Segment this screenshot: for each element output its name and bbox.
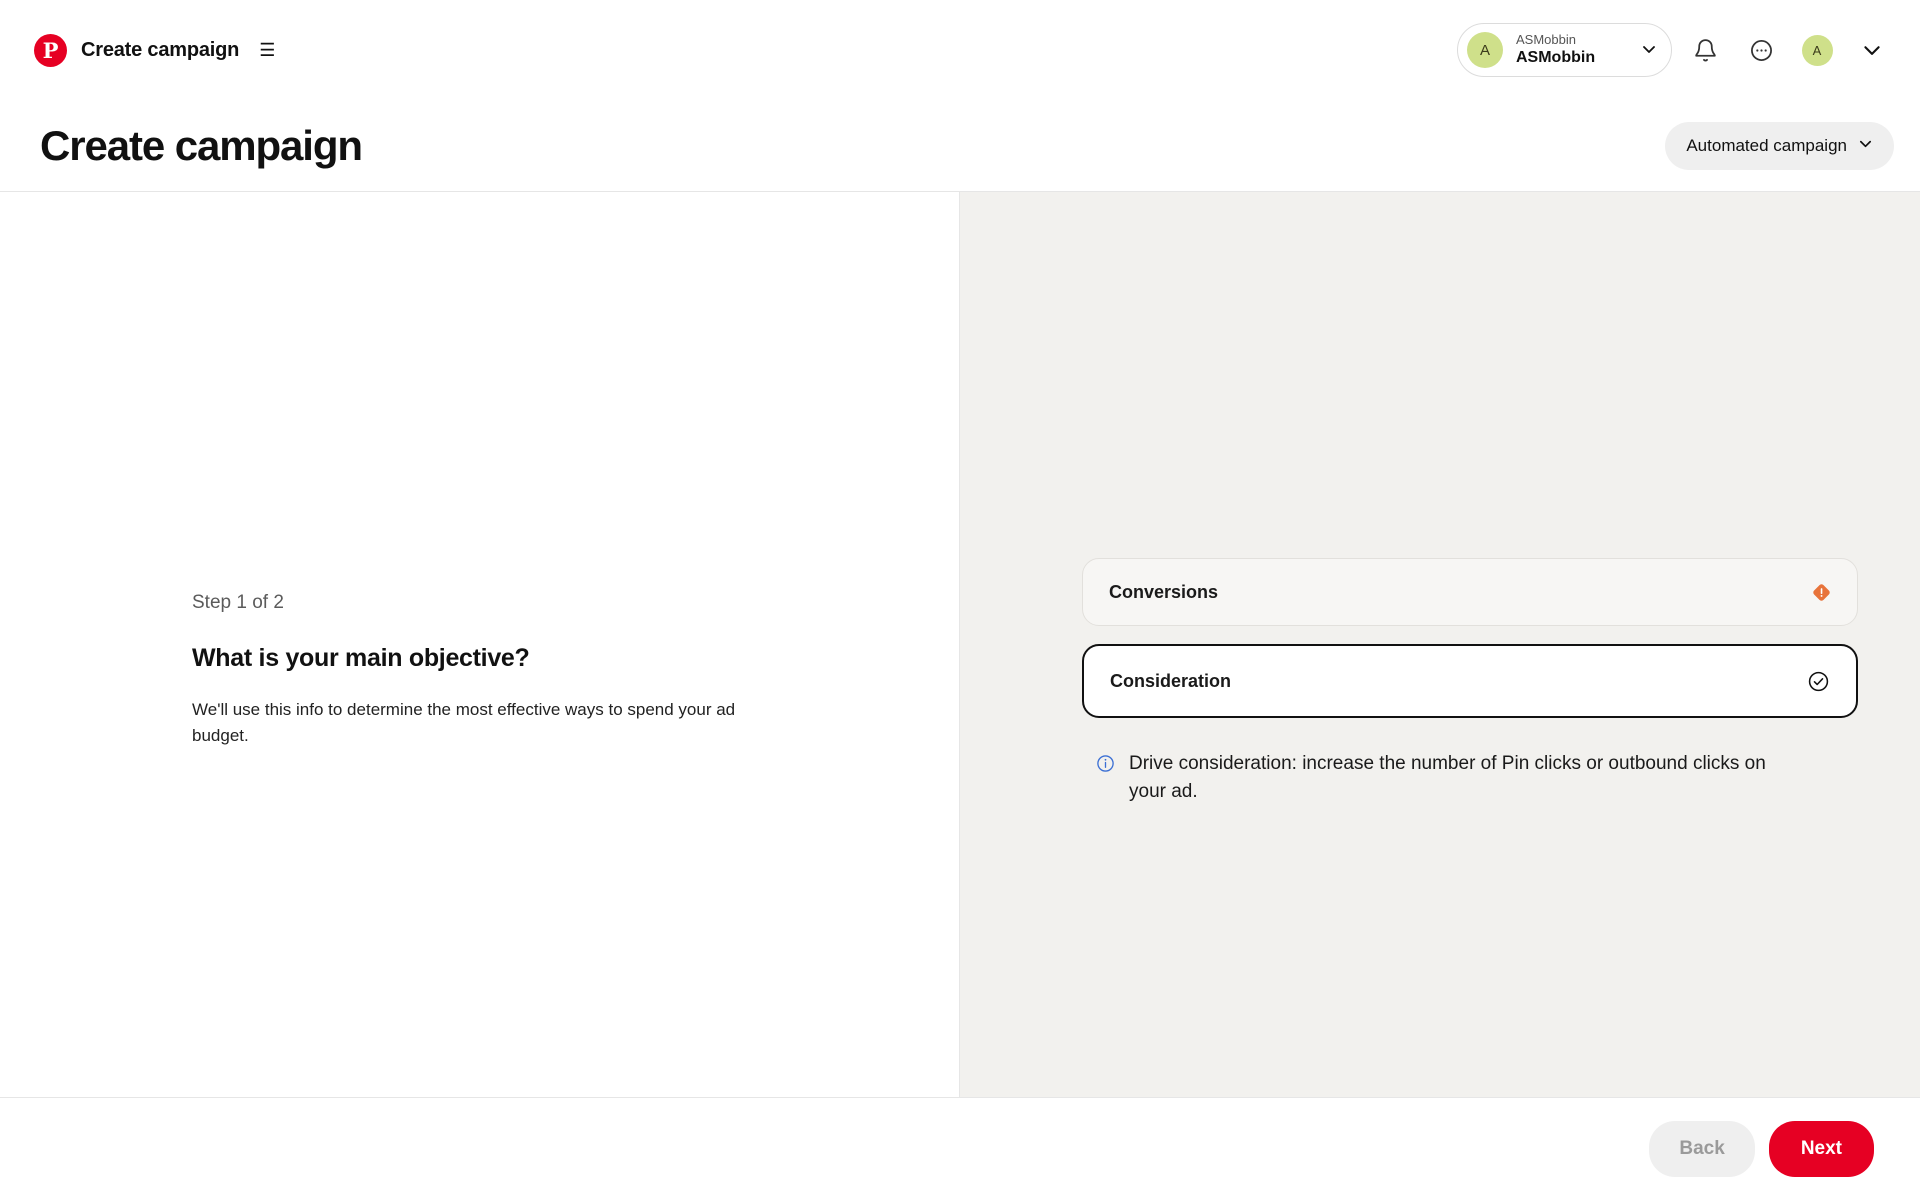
profile-menu-chevron-down-icon[interactable] [1850,28,1894,72]
bell-icon[interactable] [1682,27,1728,73]
account-switcher-button[interactable] [1457,23,1672,77]
objective-option-label: Consideration [1110,670,1232,691]
left-pane [0,192,960,1097]
back-button[interactable]: Back [1649,1121,1754,1177]
objective-option-conversions[interactable] [1082,558,1858,626]
account-avatar: A [1467,32,1503,68]
brand-area [34,34,275,67]
chevron-down-icon [1858,136,1873,156]
objective-hint [1082,736,1858,805]
check-circle-icon [1807,670,1830,693]
page-header [0,100,1920,192]
hamburger-menu-icon[interactable]: ☰ [259,39,276,60]
objective-heading: What is your main objective? [192,644,530,672]
warning-diamond-icon [1812,583,1831,602]
account-name: ASMobbin [1516,49,1596,67]
chevron-down-icon [1641,41,1657,60]
right-pane [960,192,1920,1097]
top-bar-right-cluster [1457,23,1894,77]
campaign-type-dropdown[interactable] [1665,122,1894,170]
page-title: Create campaign [40,121,362,169]
objective-hint-text: Drive consideration: increase the number of Pin clicks or outbound clicks on your ad. [1129,753,1766,802]
objective-option-consideration[interactable] [1082,644,1858,718]
avatar: A [1802,35,1833,66]
account-label: ASMobbin [1516,31,1576,47]
step-indicator: Step 1 of 2 [192,592,284,613]
objective-option-label: Conversions [1109,581,1219,602]
chat-bubble-icon[interactable] [1738,27,1784,73]
objective-description: We'll use this info to determine the most effective ways to spend your ad budget. [192,700,736,746]
wizard-footer [0,1097,1920,1200]
campaign-type-label: Automated campaign [1686,135,1847,155]
main-content [0,192,1920,1097]
objective-intro [192,592,792,750]
brand-title: Create campaign [81,38,240,61]
pinterest-logo-icon[interactable]: P [34,34,67,67]
profile-avatar[interactable] [1794,27,1840,73]
info-circle-icon [1096,754,1115,805]
account-text [1516,32,1595,68]
next-button[interactable]: Next [1769,1121,1874,1177]
top-navigation-bar [0,0,1920,100]
